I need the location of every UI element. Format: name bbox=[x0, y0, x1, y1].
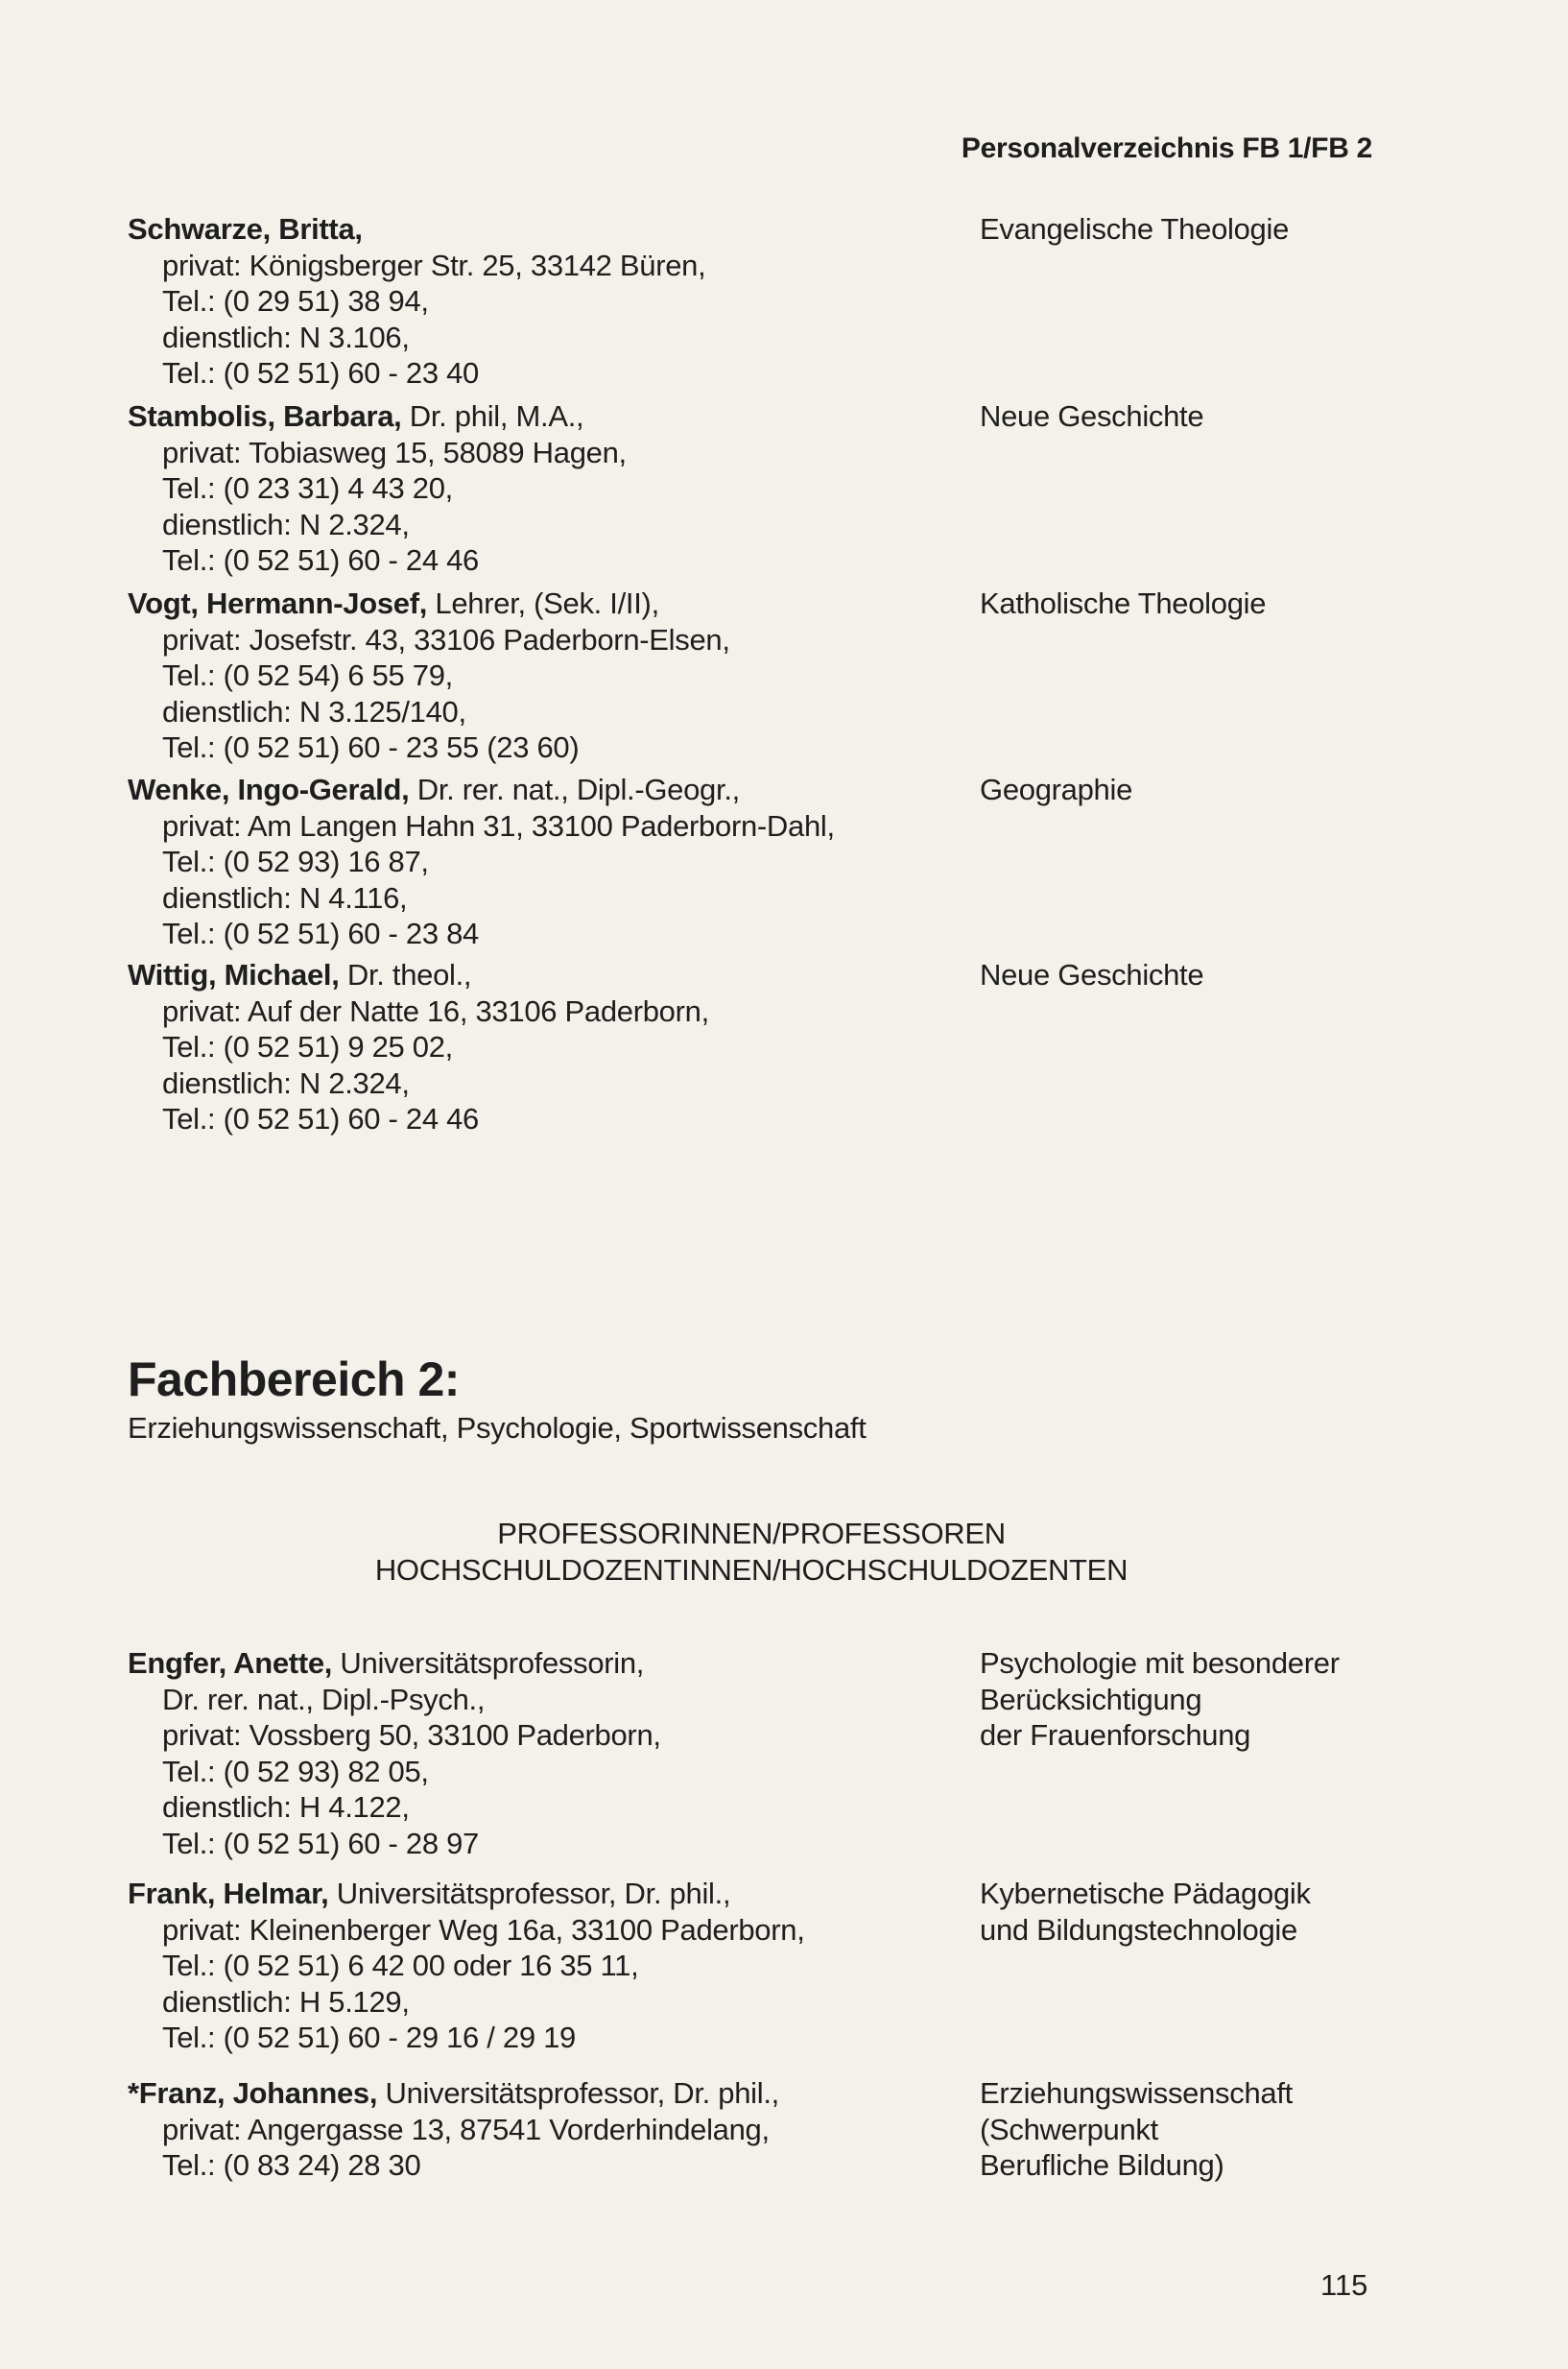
contact-line: Tel.: (0 23 31) 4 43 20, bbox=[162, 471, 453, 505]
subject-area bbox=[980, 1876, 1421, 1948]
contact-line: dienstlich: H 5.129, bbox=[162, 1984, 410, 2019]
person-title: Universitätsprofessorin, bbox=[332, 1646, 645, 1680]
person-title: Dr. theol., bbox=[339, 958, 472, 992]
subject-area bbox=[980, 1645, 1421, 1754]
person-name: Engfer, Anette, bbox=[128, 1646, 333, 1680]
contact-line: Tel.: (0 52 93) 16 87, bbox=[162, 845, 429, 878]
subject-line: Kybernetische Pädagogik bbox=[980, 1877, 1311, 1910]
person-heading bbox=[128, 586, 953, 622]
person-heading bbox=[128, 1645, 953, 1682]
subject-line: Erziehungswissenschaft bbox=[980, 2076, 1293, 2110]
person-heading bbox=[128, 957, 953, 993]
contact-line: privat: Auf der Natte 16, 33106 Paderborn, bbox=[162, 993, 709, 1028]
subject-line: (Schwerpunkt bbox=[980, 2112, 1158, 2146]
person-name: *Franz, Johannes, bbox=[128, 2076, 378, 2110]
section-subtitle: Erziehungswissenschaft, Psychologie, Sportwissenschaft bbox=[128, 1411, 867, 1445]
contact-line: privat: Vossberg 50, 33100 Paderborn, bbox=[162, 1718, 661, 1752]
person-details bbox=[128, 211, 953, 392]
subject-line: Berücksichtigung bbox=[980, 1682, 1202, 1716]
contact-line: Tel.: (0 52 51) 60 - 28 97 bbox=[162, 1826, 479, 1860]
contact-line: Tel.: (0 29 51) 38 94, bbox=[162, 284, 429, 318]
section-title: Fachbereich 2: bbox=[128, 1352, 460, 1406]
contact-line: dienstlich: N 2.324, bbox=[162, 1065, 410, 1100]
running-head: Personalverzeichnis FB 1/FB 2 bbox=[961, 132, 1372, 164]
contact-line: dienstlich: N 3.125/140, bbox=[162, 694, 466, 729]
contact-line: dienstlich: N 4.116, bbox=[162, 880, 408, 915]
subject-line: Geographie bbox=[980, 773, 1133, 806]
contact-line: dienstlich: N 3.106, bbox=[162, 320, 410, 354]
contact-line: Tel.: (0 52 51) 60 - 24 46 bbox=[162, 1102, 479, 1136]
contact-line: Tel.: (0 52 51) 6 42 00 oder 16 35 11, bbox=[162, 1949, 639, 1982]
contact-line: Tel.: (0 52 51) 9 25 02, bbox=[162, 1030, 453, 1064]
person-name: Wittig, Michael, bbox=[128, 958, 340, 992]
person-details bbox=[128, 1645, 953, 1861]
person-details bbox=[128, 772, 953, 952]
contact-line: Tel.: (0 52 51) 60 - 23 84 bbox=[162, 917, 479, 950]
category-heading-line1: PROFESSORINNEN/PROFESSOREN bbox=[497, 1517, 1006, 1550]
subject-line: Neue Geschichte bbox=[980, 958, 1204, 992]
person-details bbox=[128, 1876, 953, 2056]
person-heading bbox=[128, 2075, 953, 2112]
person-name: Stambolis, Barbara, bbox=[128, 399, 402, 433]
contact-line: dienstlich: N 2.324, bbox=[162, 507, 410, 541]
contact-line: Tel.: (0 52 51) 60 - 23 40 bbox=[162, 356, 479, 390]
contact-line: privat: Angergasse 13, 87541 Vorderhindelang, bbox=[162, 2112, 770, 2146]
contact-line: Tel.: (0 52 51) 60 - 29 16 / 29 19 bbox=[162, 2021, 576, 2054]
contact-line: Tel.: (0 52 93) 82 05, bbox=[162, 1754, 429, 1788]
subject-area bbox=[980, 211, 1421, 248]
contact-line: privat: Josefstr. 43, 33106 Paderborn-Elsen, bbox=[162, 622, 730, 657]
contact-line: Tel.: (0 52 54) 6 55 79, bbox=[162, 658, 453, 692]
contact-line: privat: Tobiasweg 15, 58089 Hagen, bbox=[162, 435, 627, 469]
person-heading bbox=[128, 772, 953, 808]
subject-line: Evangelische Theologie bbox=[980, 212, 1290, 246]
subject-line: Katholische Theologie bbox=[980, 586, 1267, 620]
contact-line: Tel.: (0 83 24) 28 30 bbox=[162, 2148, 421, 2182]
person-title: Universitätsprofessor, Dr. phil., bbox=[328, 1877, 731, 1910]
contact-line: Tel.: (0 52 51) 60 - 23 55 (23 60) bbox=[162, 730, 580, 764]
page-number: 115 bbox=[1320, 2268, 1368, 2302]
person-details bbox=[128, 586, 953, 766]
contact-line: privat: Am Langen Hahn 31, 33100 Paderborn-Dahl, bbox=[162, 808, 835, 843]
subject-area bbox=[980, 772, 1421, 808]
person-name: Schwarze, Britta, bbox=[128, 212, 363, 246]
person-title: Universitätsprofessor, Dr. phil., bbox=[377, 2076, 779, 2110]
subject-area bbox=[980, 586, 1421, 622]
person-name: Wenke, Ingo-Gerald, bbox=[128, 773, 410, 806]
person-details bbox=[128, 2075, 953, 2184]
subject-line: und Bildungstechnologie bbox=[980, 1912, 1297, 1947]
subject-line: Psychologie mit besonderer bbox=[980, 1646, 1340, 1680]
contact-line: privat: Kleinenberger Weg 16a, 33100 Paderborn, bbox=[162, 1912, 805, 1947]
subject-line: Neue Geschichte bbox=[980, 399, 1204, 433]
contact-line: dienstlich: H 4.122, bbox=[162, 1790, 410, 1824]
person-details bbox=[128, 957, 953, 1137]
person-heading bbox=[128, 1876, 953, 1912]
subject-area bbox=[980, 957, 1421, 993]
contact-line: privat: Königsberger Str. 25, 33142 Büren, bbox=[162, 248, 706, 282]
subject-area bbox=[980, 2075, 1421, 2184]
contact-line: Dr. rer. nat., Dipl.-Psych., bbox=[162, 1682, 486, 1716]
subject-line: der Frauenforschung bbox=[980, 1718, 1251, 1752]
contact-line: Tel.: (0 52 51) 60 - 24 46 bbox=[162, 543, 479, 577]
person-name: Frank, Helmar, bbox=[128, 1877, 329, 1910]
person-name: Vogt, Hermann-Josef, bbox=[128, 586, 428, 620]
category-heading-line2: HOCHSCHULDOZENTINNEN/HOCHSCHULDOZENTEN bbox=[374, 1553, 1128, 1587]
person-title: Dr. phil, M.A., bbox=[401, 399, 584, 433]
person-heading bbox=[128, 398, 953, 435]
person-title: Dr. rer. nat., Dipl.-Geogr., bbox=[409, 773, 740, 806]
person-details bbox=[128, 398, 953, 579]
person-heading bbox=[128, 211, 953, 248]
subject-line: Berufliche Bildung) bbox=[980, 2148, 1224, 2182]
person-title: Lehrer, (Sek. I/II), bbox=[427, 586, 659, 620]
subject-area bbox=[980, 398, 1421, 435]
